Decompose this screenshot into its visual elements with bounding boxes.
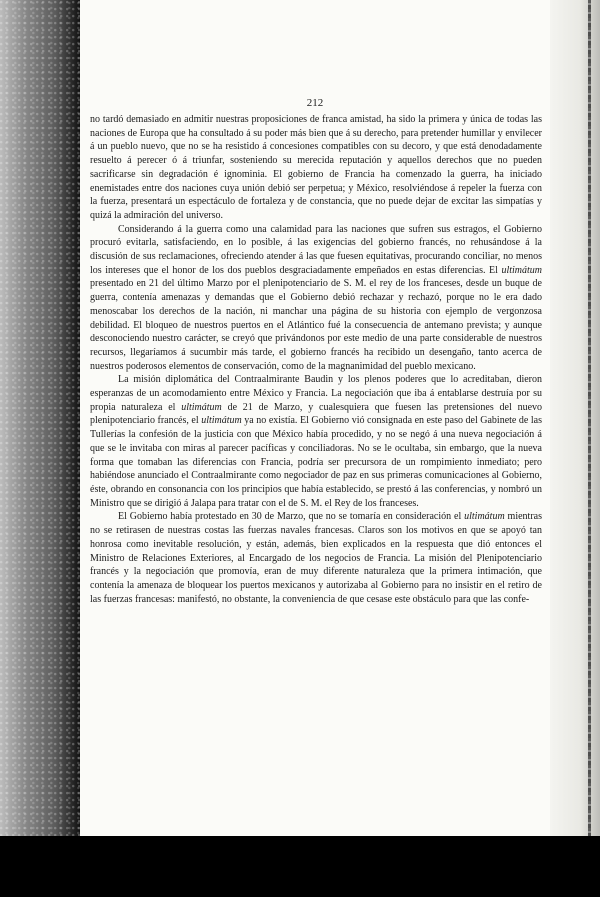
text-run: mientras no se retirasen de nuestras costas las fuerzas navales francesas. Claros son los motivos en que se apoyó tan honrosa como inevitable resolución, y están, además, bien explicados en la respuesta que dió entonces el Ministro de Relaciones Exteriores, al Encargado de los negocios de Francia. La misión del Plenipotenciario francés y la negociación que promovía, eran de muy diferente naturaleza que la primera intimación, que contenía la amenaza de bloquear los puertos mexicanos y autorizaba al Gobierno para no insistir en el retiro de las fuerzas francesas: manifestó, no obstante, la conveniencia de que cesase este obstáculo para que las confe-: [90, 511, 542, 605]
paragraph: [90, 510, 542, 606]
page-edge-shadow: [588, 0, 591, 836]
scan-border-right: [550, 0, 600, 836]
scan-border-left: [0, 0, 80, 897]
body-text: [90, 113, 542, 606]
paragraph: [90, 223, 542, 374]
paragraph: [90, 373, 542, 510]
text-run: ya no existía. El Gobierno vió consignada en este paso del Gabinete de las Tullerías la confesión de la justicia con que México había procedido, y no se negó á una nueva negociación á que se le invitaba con miras al parecer pacíficas y conciliadoras. No se le ocultaba, sin embargo, que la nueva forma que tomaban las diferencias con Francia, podría ser precursora de un rompimiento inmediato; pero habiéndose anunciado el Contraalmirante como negociador de paz en sus primeras comunicaciones al Gobierno, éste, obrando en consonancia con los principios que había establecido, se prestó á las conferencias, y nombró un Ministro que se dirigió á Jalapa para tratar con el de S. M. el Rey de los franceses.: [90, 415, 543, 509]
text-run: presentado en 21 del último Marzo por el plenipotenciario de S. M. el rey de los franceses, desde un buque de guerra, contenía amenazas y demandas que el Gobierno debió rechazar y rechazó, porque no le era dado menoscabar los derechos de la nación, ni manchar una página de su historia con ejemplo de vergonzosa debilidad. El bloqueo de nuestros puertos en el Atlántico fué la consecuencia de antemano prevista; y aunque desconociendo nuestro carácter, se creyó que privándonos por este medio de una parte considerable de nuestros recursos, llegaríamos á sucumbir más tarde, el gobierno francés ha recibido un desengaño, tanto acerca de nuestros poderosos elementos de conservación, como de la magnanimidad del pueblo mexicano.: [90, 278, 542, 372]
paragraph: [90, 113, 542, 223]
text-run: no tardó demasiado en admitir nuestras proposiciones de franca amistad, ha sido la primera y única de todas las naciones de Europa que ha consultado á su poder más bien que á su derecho, para pretender humillar y envilecer á un pueblo nuevo, que no se ha resistido á concesiones compatibles con su decoro, y que está denodadamente resuelto á perecer ó á triunfar, sosteniendo su merecida reputación y aquellos derechos que no pueden sacrificarse sin degradación é ignominia. El gobierno de Francia ha comenzado la guerra, ha iniciado enemistades entre dos naciones cuya unión debió ser perpetua; y México, resolviéndose á repeler la fuerza con la fuerza, presentará un espectáculo de fortaleza y de constancia, que no puede dejar de excitar las simpatías y quizá la admiración del universo.: [90, 114, 542, 221]
text-run: Considerando á la guerra como una calamidad para las naciones que sufren sus estragos, el Gobierno procuró evitarla, satisfaciendo, en lo posible, á las exigencias del gobierno francés, no rehusándose á la discusión de sus reclamaciones, ofreciendo atender á las que fuesen equitativas, procurando conciliar, no menos los intereses que el honor de los dos pueblos desgraciadamente empeñados en estas diferencias. El: [90, 223, 542, 276]
italic-term: ultimátum: [181, 401, 222, 413]
scan-border-bottom: [0, 836, 600, 897]
page-number: 212: [306, 97, 324, 109]
italic-term: ultimátum: [201, 415, 242, 427]
text-run: El Gobierno había protestado en 30 de Marzo, que no se tomaría en consideración el: [118, 511, 465, 523]
italic-term: ultimátum: [464, 511, 505, 523]
document-page: [80, 0, 550, 836]
text-run: de 21 de Marzo, y cualesquiera que fuesen las pretensiones del nuevo plenipotenciario francés, el: [90, 401, 543, 427]
italic-term: ultimátum: [501, 264, 542, 276]
text-run: La misión diplomática del Contraalmirante Baudin y los plenos poderes que lo acreditaban, dieron esperanzas de un acomodamiento entre México y Francia. La negociación que iba á entablarse destruía por su propia naturaleza el: [90, 374, 542, 413]
